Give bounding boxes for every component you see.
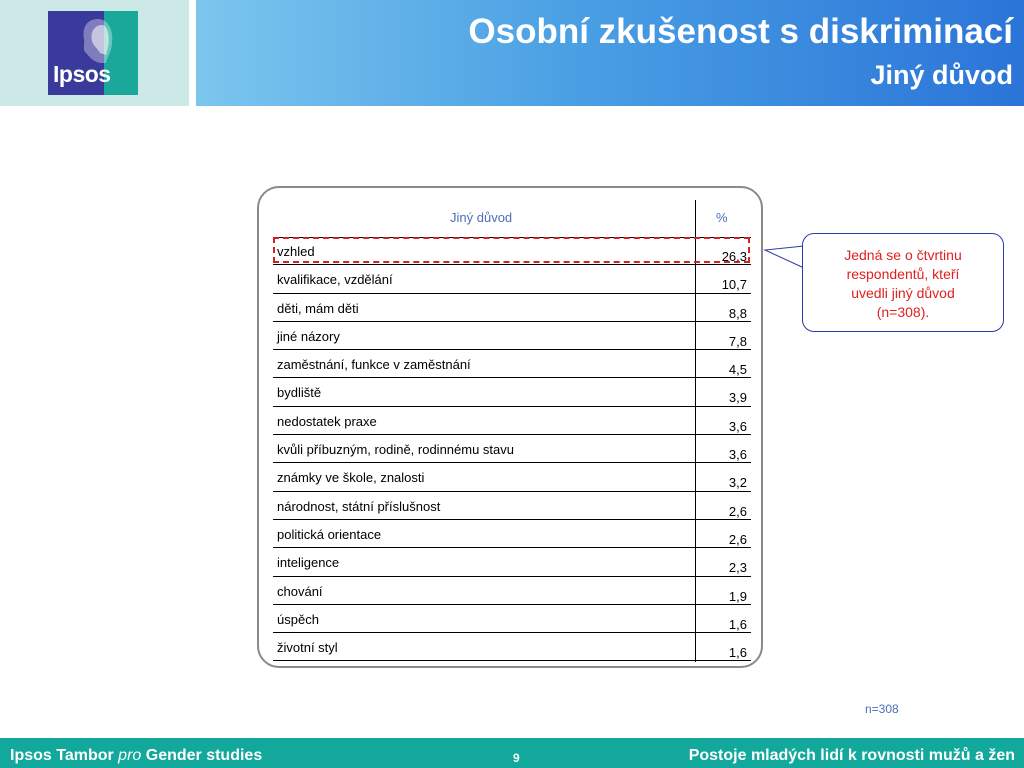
callout-text [803,246,1003,322]
row-label: politická orientace [277,526,382,542]
footer-left-italic: pro [118,747,142,764]
table-row [273,350,751,378]
row-value: 3,6 [728,418,747,434]
row-value: 2,3 [728,560,747,576]
row-label: inteligence [277,555,340,571]
row-value: 2,6 [728,531,747,547]
row-label: jiné názory [277,328,340,344]
row-label: nedostatek praxe [277,413,377,429]
logo-face-icon [78,17,118,67]
header-band [196,0,1024,106]
table-row [273,548,751,576]
row-value: 26,3 [721,249,747,264]
callout-pointer [763,244,805,276]
row-label: kvůli příbuzným, rodině, rodinnému stavu [277,442,515,458]
row-value: 1,6 [728,645,747,661]
column-header-percent: % [716,210,728,225]
table-row [273,407,751,435]
table-row [273,492,751,520]
table-row [273,463,751,491]
callout-line: respondentů, kteří [846,266,960,282]
table-row [273,520,751,548]
page-number: 9 [513,751,520,765]
callout-line: (n=308). [876,304,930,320]
row-value: 2,6 [728,503,747,519]
table-row [273,322,751,350]
page-title: Osobní zkušenost s diskriminací [468,12,1013,51]
footer-bar [0,738,1024,768]
row-label: úspěch [277,611,319,627]
ipsos-logo [48,11,138,95]
row-value: 1,6 [728,616,747,632]
row-value: 7,8 [728,333,747,349]
table-body [273,237,751,661]
table-row [273,605,751,633]
table-row [273,378,751,406]
footer-left-prefix: Ipsos Tambor [10,747,119,764]
sample-size-note: n=308 [865,702,899,716]
table-row [273,435,751,463]
row-label: děti, mám děti [277,300,359,316]
row-value: 1,9 [728,588,747,604]
row-value: 3,9 [728,390,747,406]
callout-line: uvedli jiný důvod [851,285,955,301]
row-label: zaměstnání, funkce v zaměstnání [277,357,471,373]
callout-line: Jedná se o čtvrtinu [844,247,962,263]
table-row [273,633,751,661]
row-label: kvalifikace, vzdělání [277,272,393,288]
callout-box [802,233,1004,332]
row-label: chování [277,583,323,599]
row-label: vzhled [277,244,315,259]
row-label: známky ve škole, znalosti [277,470,425,486]
highlight-frame [273,237,750,263]
footer-left-suffix: Gender studies [141,747,263,764]
row-value: 10,7 [721,277,747,293]
logo-text: Ipsos [53,61,111,87]
row-label: životní styl [277,640,338,656]
header-divider [189,0,196,106]
footer-right: Postoje mladých lidí k rovnosti mužů a žen [688,747,1015,764]
row-label: bydliště [277,385,322,401]
footer-left [10,747,262,765]
row-value: 4,5 [728,362,747,378]
table-row [273,265,751,293]
row-value: 3,6 [728,447,747,463]
column-header-reason: Jiný důvod [450,210,513,225]
row-label: národnost, státní příslušnost [277,498,441,514]
table-row [273,294,751,322]
table-row [273,577,751,605]
row-value: 8,8 [728,305,747,321]
row-value: 3,2 [728,475,747,491]
page-subtitle: Jiný důvod [870,60,1013,90]
logo-area [0,0,189,106]
